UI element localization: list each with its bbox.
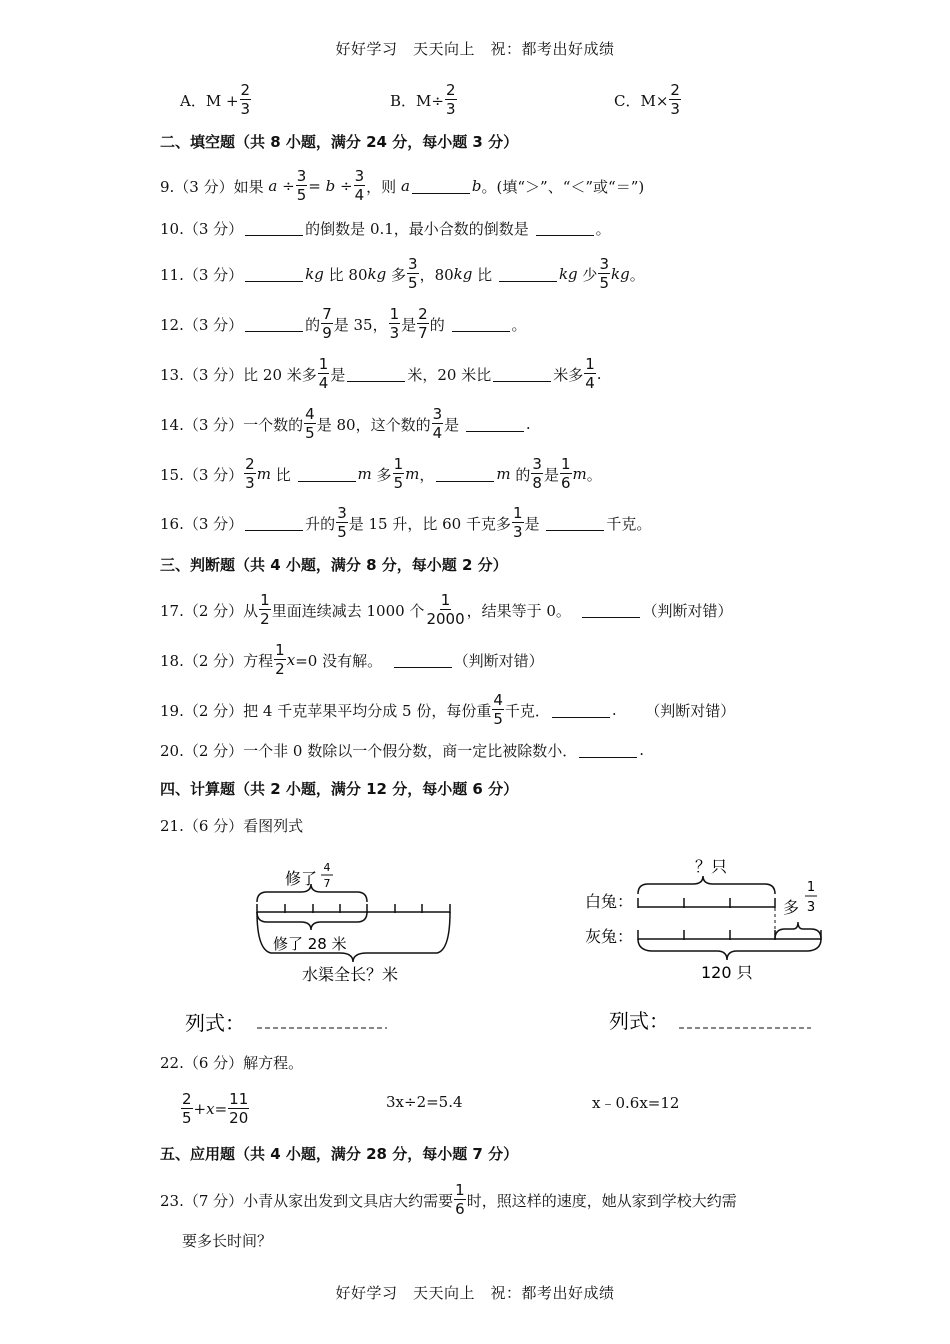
diagram-rabbits bbox=[585, 850, 835, 1040]
answer-blank[interactable] bbox=[245, 515, 303, 531]
answer-blank[interactable] bbox=[347, 366, 405, 382]
question-11: 11.（3 分） kg 比 80 kg 多 3 5 ，80 kg 比 kg 少 3 5 kg 。 bbox=[160, 255, 645, 292]
fraction: $\frac{2}{3}$ bbox=[670, 81, 680, 118]
fig2-more-fraction-num: 1 bbox=[806, 880, 816, 895]
section-application-title: 五、应用题（共 4 小题，满分 28 分，每小题 7 分） bbox=[160, 1144, 519, 1163]
fig1-top-fraction-den: 7 bbox=[323, 877, 331, 890]
answer-blank[interactable] bbox=[546, 515, 604, 531]
question-17: 17.（2 分）从 1 2 里面连续减去 1000 个 1 2000 ，结果等于 0。 （判断对错） bbox=[160, 591, 733, 628]
fig1-top-fraction-num: 4 bbox=[323, 861, 331, 874]
fig1-bottom-label: 水渠全长？米 bbox=[302, 965, 399, 984]
page-header: 好好学习 天天向上 祝：都考出好成绩 bbox=[335, 40, 615, 58]
fig2-more-fraction-den: 3 bbox=[806, 900, 816, 915]
answer-blank[interactable] bbox=[412, 178, 470, 194]
fig2-top-brace bbox=[638, 876, 775, 894]
fraction: $\frac{2}{3}$ bbox=[240, 81, 251, 118]
fig1-formula-label: 列式： bbox=[185, 1011, 245, 1035]
fig2-more-label: 多 bbox=[783, 898, 800, 917]
page-footer: 好好学习 天天向上 祝：都考出好成绩 bbox=[335, 1284, 615, 1302]
fraction: $\frac{2}{3}$ bbox=[445, 81, 456, 118]
question-19: 19.（2 分）把 4 千克苹果平均分成 5 份，每份重 4 5 千克． . （判断对错） bbox=[160, 691, 736, 728]
equation-1: 2 5 + x = $\frac{11}{20}$ bbox=[182, 1090, 249, 1127]
answer-blank[interactable] bbox=[579, 742, 637, 758]
answer-blank[interactable] bbox=[245, 316, 303, 332]
answer-blank[interactable] bbox=[466, 416, 524, 432]
fig2-top-label: ？只 bbox=[695, 857, 728, 876]
question-13: 13.（3 分）比 20 米多 1 4 是 米，20 米比 米多 1 4 . bbox=[160, 355, 602, 392]
question-22: 22.（6 分）解方程。 bbox=[160, 1053, 304, 1072]
section-fill-blank-title: 二、填空题（共 8 小题，满分 24 分，每小题 3 分） bbox=[160, 132, 519, 151]
question-12: 12.（3 分） 的 7 9 是 35， 1 3 是 2 7 的 。 bbox=[160, 305, 527, 342]
fig2-more-brace bbox=[775, 922, 821, 939]
equation-3: x﹣0.6x=12 bbox=[592, 1093, 680, 1112]
answer-blank[interactable] bbox=[394, 652, 452, 668]
question-10: 10.（3 分） 的倒数是 0.1，最小合数的倒数是 。 bbox=[160, 219, 611, 238]
question-23: 23.（7 分）小青从家出发到文具店大约需要 1 6 时，照这样的速度，她从家到学校大约需 bbox=[160, 1181, 737, 1218]
question-23-cont: 要多长时间？ bbox=[182, 1231, 273, 1250]
question-20: 20.（2 分）一个非 0 数除以一个假分数，商一定比被除数小． . bbox=[160, 741, 645, 760]
answer-blank[interactable] bbox=[552, 702, 610, 718]
question-9: 9.（3 分）如果 a ÷ $\frac{3}{5}$ = b ÷ $\frac{3}{4}$ ，则 a b 。(填“＞”、“＜”或“＝”) bbox=[160, 167, 645, 204]
answer-blank[interactable] bbox=[536, 220, 594, 236]
question-18: 18.（2 分）方程 1 2 x =0 没有解。 （判断对错） bbox=[160, 641, 544, 678]
fig1-top-brace bbox=[257, 884, 367, 902]
fig1-top-label: 修了 bbox=[285, 869, 318, 888]
fig2-formula-label: 列式： bbox=[609, 1009, 669, 1033]
section-calc-title: 四、计算题（共 2 小题，满分 12 分，每小题 6 分） bbox=[160, 779, 519, 798]
question-15: 15.（3 分） 2 3 m 比 m 多 1 5 m ， m 的 3 8 是 1 6 m 。 bbox=[160, 455, 602, 492]
section-judge-title: 三、判断题（共 4 小题，满分 8 分，每小题 2 分） bbox=[160, 555, 508, 574]
fig2-bottom-label: 120 只 bbox=[701, 963, 753, 982]
question-16: 16.（3 分） 升的 3 5 是 15 升，比 60 千克多 1 3 是 千克。 bbox=[160, 504, 652, 541]
question-14: 14.（3 分）一个数的 4 5 是 80，这个数的 3 4 是 . bbox=[160, 405, 531, 442]
answer-blank[interactable] bbox=[298, 466, 356, 482]
fig2-row2-label: 灰兔： bbox=[585, 927, 634, 946]
option-b: B．M÷ $\frac{2}{3}$ bbox=[390, 81, 456, 118]
diagram-canal bbox=[175, 850, 475, 1040]
answer-blank[interactable] bbox=[582, 602, 640, 618]
fig2-row1-label: 白兔： bbox=[585, 892, 634, 911]
answer-blank[interactable] bbox=[452, 316, 510, 332]
question-21: 21.（6 分）看图列式 bbox=[160, 816, 304, 835]
option-a: A．M + $\frac{2}{3}$ bbox=[180, 81, 251, 118]
answer-blank[interactable] bbox=[245, 266, 303, 282]
option-c: C．M× $\frac{2}{3}$ bbox=[614, 81, 680, 118]
answer-blank[interactable] bbox=[493, 366, 551, 382]
answer-blank[interactable] bbox=[436, 466, 494, 482]
fig1-mid-brace bbox=[257, 912, 367, 930]
answer-blank[interactable] bbox=[499, 266, 557, 282]
equation-2: 3x÷2=5.4 bbox=[386, 1093, 463, 1111]
fig2-bottom-brace bbox=[638, 939, 821, 960]
fig1-mid-label: 修了 28 米 bbox=[273, 935, 347, 953]
answer-blank[interactable] bbox=[245, 220, 303, 236]
